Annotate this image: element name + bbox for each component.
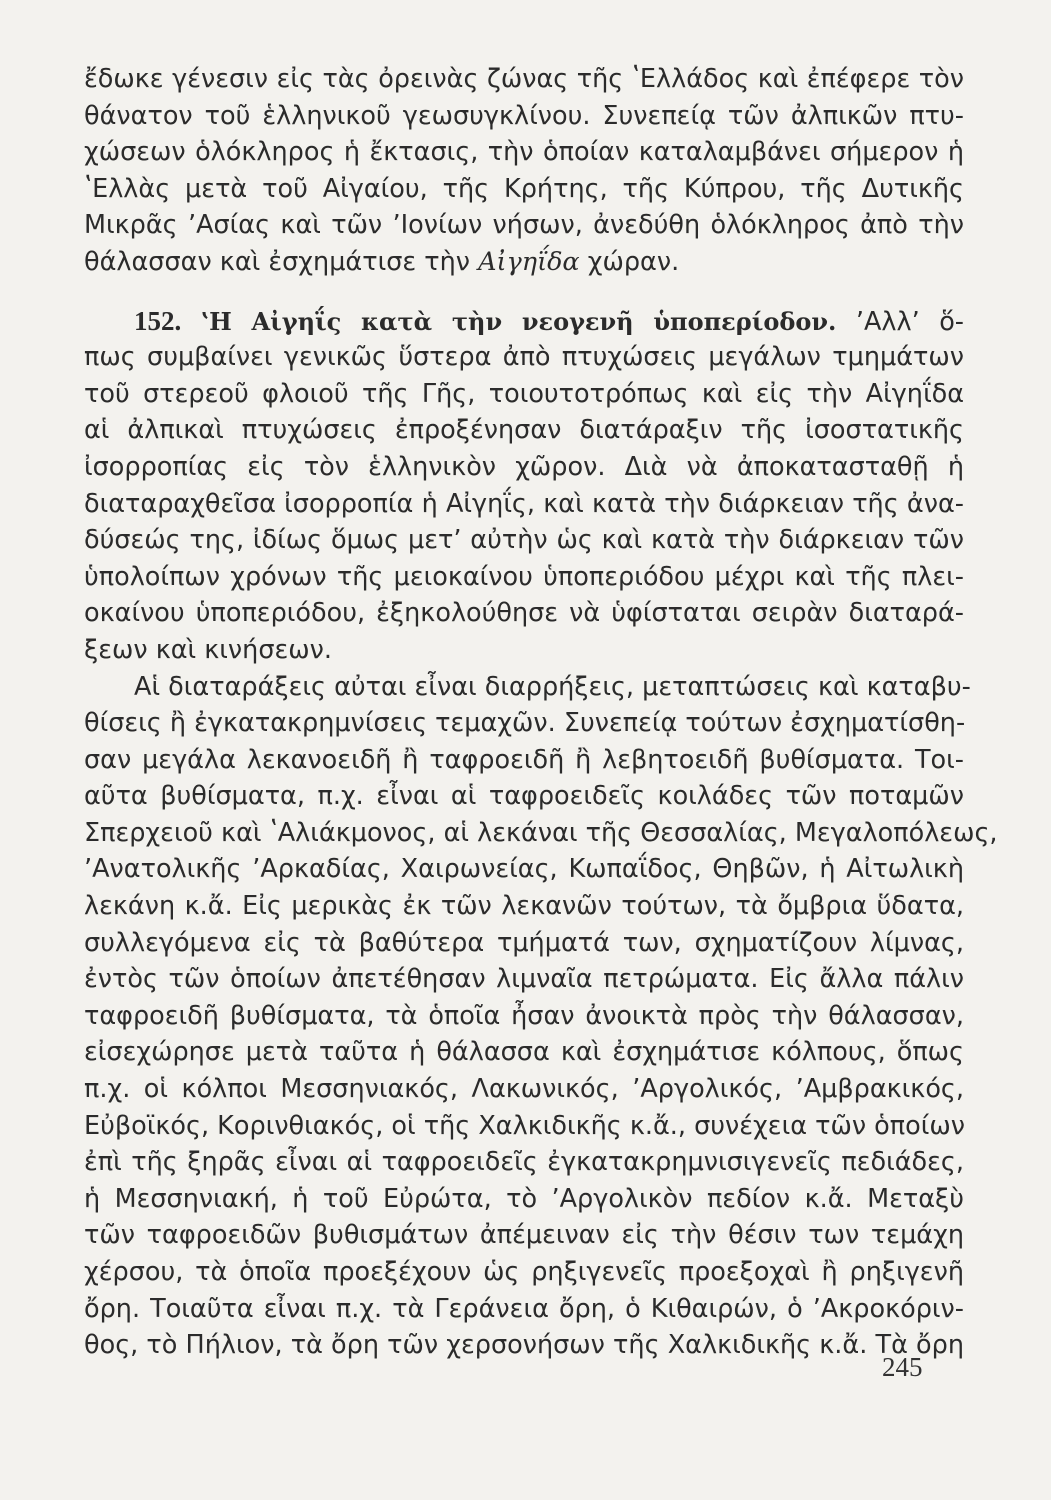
- text-line: οκαίνου ὑποπεριόδου, ἐξηκολούθησε νὰ ὑφίσταται σειρὰν διαταρά-: [84, 598, 964, 629]
- page-body: [84, 62, 998, 1365]
- text-line: ταφροειδῆ βυθίσματα, τὰ ὁποῖα ἦσαν ἀνοικτὰ πρὸς τὴν θάλασσαν,: [84, 1000, 964, 1031]
- text-line: ξεων καὶ κινήσεων.: [84, 634, 332, 665]
- text-line: θος, τὸ Πήλιον, τὰ ὄρη τῶν χερσονήσων τῆς Χαλκιδικῆς κ.ἄ. Τὰ ὄρη: [84, 1330, 964, 1361]
- italic-term: Αἰγηΐδα: [478, 246, 580, 277]
- text-line: συλλεγόμενα εἰς τὰ βαθύτερα τμήματά των, σχηματίζουν λίμνας,: [84, 927, 964, 958]
- text-line: λεκάνη κ.ἄ. Εἰς μερικὰς ἐκ τῶν λεκανῶν τούτων, τὰ ὄμβρια ὕδατα,: [84, 891, 964, 922]
- text-line: Μικρᾶς ʼΑσίας καὶ τῶν ʼΙονίων νήσων, ἀνεδύθη ὁλόκληρος ἀπὸ τὴν: [84, 210, 964, 241]
- text-line: Εὐβοϊκός, Κορινθιακός, οἱ τῆς Χαλκιδικῆς κ.ἄ., συνέχεια τῶν ὁποίων: [84, 1110, 965, 1141]
- text-fragment: θάλασσαν καὶ ἐσχημάτισε τὴν: [84, 246, 471, 277]
- section-number: 152.: [134, 305, 182, 336]
- text-line: ʼΑνατολικῆς ʼΑρκαδίας, Χαιρωνείας, Κωπαΐδος, Θηβῶν, ἡ Αἰτωλικὴ: [84, 854, 964, 885]
- paragraph-disturbances: [84, 670, 998, 1363]
- text-fragment: χώραν.: [587, 246, 680, 277]
- text-line: ἐπὶ τῆς ξηρᾶς εἶναι αἱ ταφροειδεῖς ἐγκατακρημνισιγενεῖς πεδιάδες,: [84, 1147, 964, 1178]
- text-line: τῶν ταφροειδῶν βυθισμάτων ἀπέμειναν εἰς τὴν θέσιν των τεμάχη: [84, 1220, 964, 1251]
- section-152: [84, 304, 964, 667]
- text-line: χέρσου, τὰ ὁποῖα προεξέχουν ὡς ρηξιγενεῖς προεξοχαὶ ἢ ρηξιγενῆ: [84, 1257, 964, 1287]
- text-line: [84, 245, 964, 279]
- text-line: ὑπολοίπων χρόνων τῆς μειοκαίνου ὑποπεριόδου μέχρι καὶ τῆς πλει-: [84, 561, 964, 592]
- section-title: ʽΗ Αἰγηΐς κατὰ τὴν νεογενῆ ὑποπερίοδον.: [200, 306, 837, 336]
- text-line: αῦτα βυθίσματα, π.χ. εἶναι αἱ ταφροειδεῖς κοιλάδες τῶν ποταμῶν: [84, 781, 964, 812]
- text-line: χώσεων ὁλόκληρος ἡ ἔκτασις, τὴν ὁποίαν καταλαμβάνει σήμερον ἡ: [84, 137, 964, 168]
- text-line: Σπερχειοῦ καὶ ʽΑλιάκμονος, αἱ λεκάναι τῆς Θεσσαλίας, Μεγαλοπόλεως,: [84, 817, 998, 848]
- text-line: Αἱ διαταράξεις αὐται εἶναι διαρρήξεις, μεταπτώσεις καὶ καταβυ-: [134, 671, 971, 702]
- text-line: εἰσεχώρησε μετὰ ταῦτα ἡ θάλασσα καὶ ἐσχημάτισε κόλπους, ὅπως: [84, 1037, 964, 1068]
- paragraph-intro: [84, 62, 964, 279]
- text-line: ἡ Μεσσηνιακή, ἡ τοῦ Εὐρώτα, τὸ ʼΑργολικὸν πεδίον κ.ἄ. Μεταξὺ: [84, 1183, 964, 1214]
- text-line: σαν μεγάλα λεκανοειδῆ ἢ ταφροειδῆ ἢ λεβητοειδῆ βυθίσματα. Τοι-: [84, 744, 964, 775]
- text-line: τοῦ στερεοῦ φλοιοῦ τῆς Γῆς, τοιουτοτρόπως καὶ εἰς τὴν Αἰγηΐδα: [84, 378, 964, 409]
- text-line: π.χ. οἱ κόλποι Μεσσηνιακός, Λακωνικός, ʼΑργολικός, ʼΑμβρακικός,: [84, 1074, 964, 1105]
- text-line: ἔδωκε γένεσιν εἰς τὰς ὀρεινὰς ζώνας τῆς ʽΕλλάδος καὶ ἐπέφερε τὸν: [84, 64, 964, 94]
- text-line: αἱ ἀλπικαὶ πτυχώσεις ἐπροξένησαν διατάραξιν τῆς ἰσοστατικῆς: [84, 415, 964, 446]
- text-line: ʽΕλλὰς μετὰ τοῦ Αἰγαίου, τῆς Κρήτης, τῆς Κύπρου, τῆς Δυτικῆς: [84, 173, 964, 204]
- page-number: 245: [882, 1352, 923, 1382]
- text-line: ἰσορροπίας εἰς τὸν ἑλληνικὸν χῶρον. Διὰ νὰ ἀποκατασταθῇ ἡ: [84, 451, 964, 482]
- section-heading-line: [84, 304, 964, 338]
- text-line: θάνατον τοῦ ἑλληνικοῦ γεωσυγκλίνου. Συνεπείᾳ τῶν ἀλπικῶν πτυ-: [84, 100, 964, 131]
- text-line: δύσεώς της, ἰδίως ὅμως μετʼ αὐτὴν ὡς καὶ κατὰ τὴν διάρκειαν τῶν: [84, 525, 964, 556]
- text-line: θίσεις ἢ ἐγκατακρημνίσεις τεμαχῶν. Συνεπείᾳ τούτων ἐσχηματίσθη-: [84, 708, 966, 739]
- text-line: διαταραχθεῖσα ἰσορροπία ἡ Αἰγηΐς, καὶ κατὰ τὴν διάρκειαν τῆς ἀνα-: [84, 488, 964, 519]
- text-line: ἐντὸς τῶν ὁποίων ἀπετέθησαν λιμναῖα πετρώματα. Εἰς ἄλλα πάλιν: [84, 964, 964, 995]
- text-line: πως συμβαίνει γενικῶς ὕστερα ἀπὸ πτυχώσεις μεγάλων τμημάτων: [84, 342, 964, 373]
- text-line: ὄρη. Τοιαῦτα εἶναι π.χ. τὰ Γεράνεια ὄρη, ὁ Κιθαιρών, ὁ ʼΑκροκόριν-: [84, 1293, 964, 1324]
- text-fragment: ʼΑλλʼ ὅ-: [855, 306, 964, 337]
